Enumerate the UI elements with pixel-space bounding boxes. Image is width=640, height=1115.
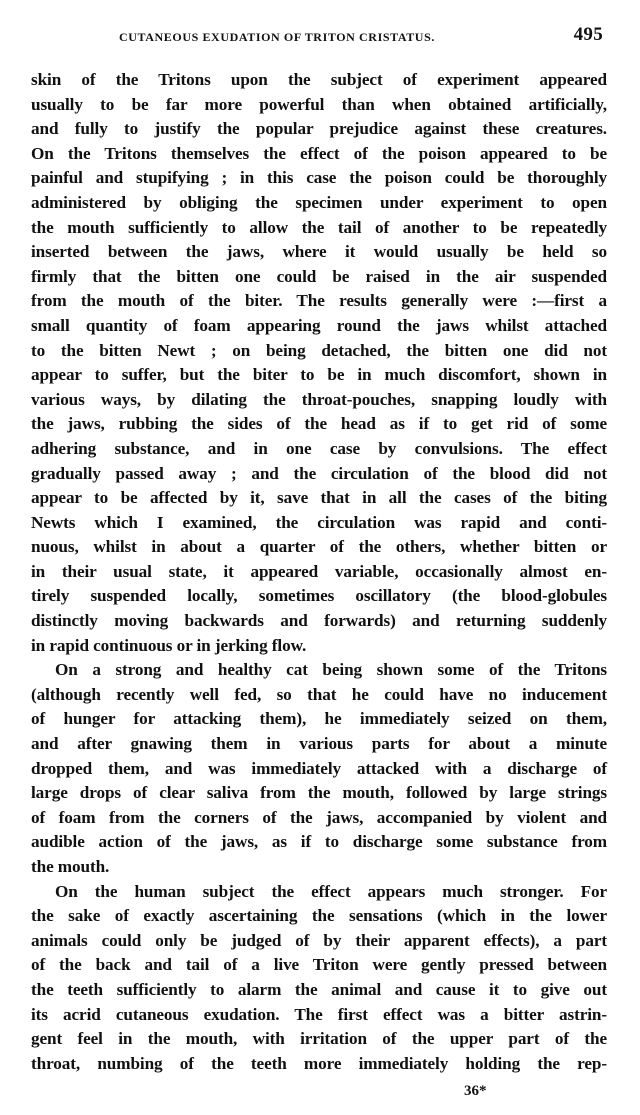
text-line: On the Tritons themselves the effect of the poison appeared to be — [31, 143, 607, 163]
text-line: audible action of the jaws, as if to discharge some substance from — [31, 832, 607, 852]
running-head: CUTANEOUS EXUDATION OF TRITON CRISTATUS. — [119, 30, 435, 44]
text-line: of hunger for attacking them), he immediately seized on them, — [31, 709, 607, 729]
text-line: the mouth. — [31, 857, 110, 876]
text-line: distinctly moving backwards and forwards) and returning suddenly — [31, 611, 607, 631]
text-line: gradually passed away ; and the circulation of the blood did not — [31, 463, 607, 483]
text-line: adhering substance, and in one case by convulsions. The effect — [31, 438, 607, 458]
text-line: tirely suspended locally, sometimes oscillatory (the blood-globules — [31, 586, 607, 606]
text-line: inserted between the jaws, where it would usually be held so — [31, 242, 607, 262]
text-line: firmly that the bitten one could be raised in the air suspended — [31, 266, 607, 286]
text-line: to the bitten Newt ; on being detached, the bitten one did not — [31, 340, 607, 360]
text-line: the sake of exactly ascertaining the sensations (which in the lower — [31, 906, 607, 926]
text-line: its acrid cutaneous exudation. The first effect was a bitter astrin- — [31, 1004, 607, 1024]
text-line: small quantity of foam appearing round the jaws whilst attached — [31, 315, 607, 335]
signature-mark: 36* — [464, 1083, 487, 1099]
book-page — [31, 18, 607, 1076]
text-line: On the human subject the effect appears much stronger. For — [55, 881, 607, 901]
text-line: the mouth sufficiently to allow the tail of another to be repeatedly — [31, 217, 607, 237]
page-header — [31, 18, 607, 48]
text-line: of the back and tail of a live Triton were gently pressed between — [31, 955, 607, 975]
text-line: On a strong and healthy cat being shown some of the Tritons — [55, 660, 607, 680]
text-line: of foam from the corners of the jaws, accompanied by violent and — [31, 807, 607, 827]
text-line: appear to suffer, but the biter to be in much discomfort, shown in — [31, 365, 607, 385]
text-line: various ways, by dilating the throat-pouches, snapping loudly with — [31, 389, 607, 409]
text-line: animals could only be judged of by their apparent effects), a part — [31, 930, 607, 950]
text-line: (although recently well fed, so that he could have no inducement — [31, 684, 607, 704]
text-line: Newts which I examined, the circulation was rapid and conti- — [31, 512, 607, 532]
text-line: large drops of clear saliva from the mouth, followed by large strings — [31, 783, 607, 803]
text-line: throat, numbing of the teeth more immediately holding the rep- — [31, 1053, 607, 1073]
text-line: skin of the Tritons upon the subject of experiment appeared — [31, 70, 607, 89]
text-line: and after gnawing them in various parts for about a minute — [31, 734, 607, 754]
text-line: in their usual state, it appeared variable, occasionally almost en- — [31, 561, 607, 581]
body-text — [31, 68, 607, 1076]
text-line: from the mouth of the biter. The results generally were :—first a — [31, 291, 607, 311]
text-line: usually to be far more powerful than when obtained artificially, — [31, 94, 607, 114]
text-line: nuous, whilst in about a quarter of the others, whether bitten or — [31, 537, 607, 557]
text-line: the jaws, rubbing the sides of the head as if to get rid of some — [31, 414, 607, 434]
text-line: administered by obliging the specimen under experiment to open — [31, 192, 607, 212]
page-number: 495 — [573, 24, 603, 45]
text-line: appear to be affected by it, save that in all the cases of the biting — [31, 488, 607, 508]
text-line: in rapid continuous or in jerking flow. — [31, 635, 307, 655]
text-line: the teeth sufficiently to alarm the animal and cause it to give out — [31, 979, 607, 999]
text-line: dropped them, and was immediately attacked with a discharge of — [31, 758, 607, 778]
text-line: painful and stupifying ; in this case the poison could be thoroughly — [31, 168, 607, 188]
text-line: and fully to justify the popular prejudice against these creatures. — [31, 119, 607, 139]
text-line: gent feel in the mouth, with irritation of the upper part of the — [31, 1029, 607, 1049]
